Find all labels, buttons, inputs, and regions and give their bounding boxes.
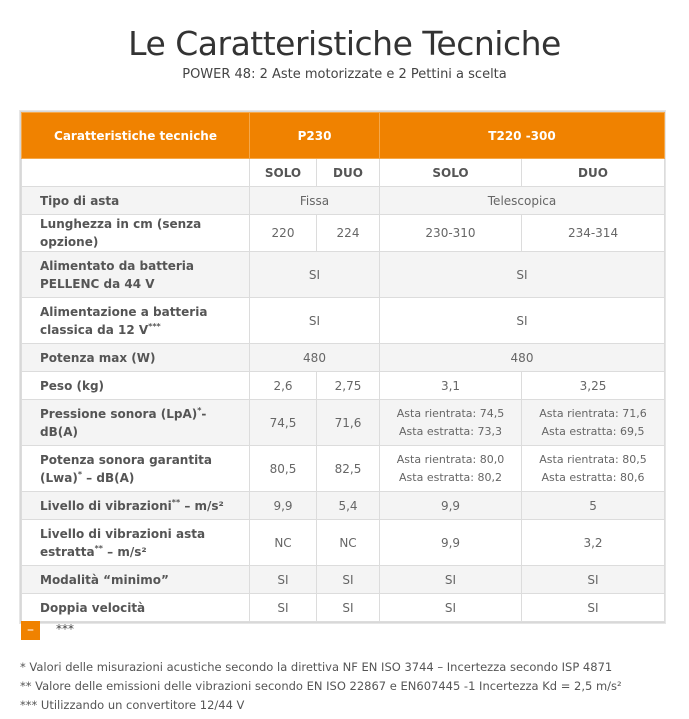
collapse-toggle-label[interactable]: *** xyxy=(56,622,74,636)
minus-icon: – xyxy=(27,622,34,638)
cell: Asta rientrata: 71,6 Asta estratta: 69,5 xyxy=(522,400,665,446)
table-row xyxy=(22,400,665,446)
footnotes xyxy=(20,658,622,715)
table-row xyxy=(22,566,665,594)
table-row xyxy=(22,344,665,372)
cell: 3,25 xyxy=(522,372,665,400)
row-label: Alimentato da batteria PELLENC da 44 V xyxy=(22,252,250,298)
cell: Telescopica xyxy=(380,187,665,215)
cell: SI xyxy=(380,566,522,594)
cell: 480 xyxy=(380,344,665,372)
cell: NC xyxy=(317,520,380,566)
cell: SI xyxy=(380,298,665,344)
cell: 74,5 xyxy=(250,400,317,446)
table-row xyxy=(22,492,665,520)
cell: Asta rientrata: 80,0 Asta estratta: 80,2 xyxy=(380,446,522,492)
table-row xyxy=(22,298,665,344)
cell: 9,9 xyxy=(380,492,522,520)
cell: 2,6 xyxy=(250,372,317,400)
footnote: * Valori delle misurazioni acustiche secondo la direttiva NF EN ISO 3744 – Incertezza secondo ISP 4871 xyxy=(20,660,613,674)
cell: 9,9 xyxy=(380,520,522,566)
cell: 3,1 xyxy=(380,372,522,400)
table-row xyxy=(22,520,665,566)
cell: Asta rientrata: 74,5 Asta estratta: 73,3 xyxy=(380,400,522,446)
specs-table xyxy=(21,112,665,622)
cell: SI xyxy=(250,298,380,344)
row-label: Tipo di asta xyxy=(22,187,250,215)
table-row xyxy=(22,594,665,622)
cell: 5,4 xyxy=(317,492,380,520)
table-header-row xyxy=(22,113,665,159)
cell: 480 xyxy=(250,344,380,372)
row-label: Peso (kg) xyxy=(22,372,250,400)
cell: SI xyxy=(380,252,665,298)
cell: 230-310 xyxy=(380,215,522,252)
cell: SI xyxy=(250,252,380,298)
cell: 2,75 xyxy=(317,372,380,400)
header-feature: Caratteristiche tecniche xyxy=(22,113,250,159)
cell: 234-314 xyxy=(522,215,665,252)
cell: SI xyxy=(317,566,380,594)
cell: SI xyxy=(250,566,317,594)
table-row xyxy=(22,215,665,252)
cell: 3,2 xyxy=(522,520,665,566)
subheader-solo: SOLO xyxy=(250,159,317,187)
row-label: Potenza max (W) xyxy=(22,344,250,372)
row-label: Lunghezza in cm (senza opzione) xyxy=(22,215,250,252)
subheader-duo: DUO xyxy=(522,159,665,187)
footnote: ** Valore delle emissioni delle vibrazioni secondo EN ISO 22867 e EN607445 -1 Incertezza Kd = 2,5 m/s² xyxy=(20,679,622,693)
cell: SI xyxy=(522,566,665,594)
row-label: Alimentazione a batteria classica da 12 V*** xyxy=(22,298,250,344)
cell: 224 xyxy=(317,215,380,252)
row-label: Livello di vibrazioni asta estratta** – m/s² xyxy=(22,520,250,566)
collapse-toggle-button[interactable] xyxy=(21,621,40,640)
cell: 9,9 xyxy=(250,492,317,520)
footnote: *** Utilizzando un convertitore 12/44 V xyxy=(20,698,245,712)
table-row xyxy=(22,446,665,492)
table-row xyxy=(22,187,665,215)
cell: SI xyxy=(317,594,380,622)
row-label: Pressione sonora (LpA)*-dB(A) xyxy=(22,400,250,446)
row-label: Doppia velocità xyxy=(22,594,250,622)
cell: SI xyxy=(380,594,522,622)
specs-table-container xyxy=(20,111,665,623)
page-title: Le Caratteristiche Tecniche xyxy=(128,24,561,63)
table-row xyxy=(22,372,665,400)
row-label: Livello di vibrazioni** – m/s² xyxy=(22,492,250,520)
header-model-t220: T220 -300 xyxy=(380,113,665,159)
row-label: Potenza sonora garantita (Lwa)* – dB(A) xyxy=(22,446,250,492)
cell: 220 xyxy=(250,215,317,252)
cell: 80,5 xyxy=(250,446,317,492)
cell: 82,5 xyxy=(317,446,380,492)
cell: SI xyxy=(522,594,665,622)
cell: NC xyxy=(250,520,317,566)
cell: 5 xyxy=(522,492,665,520)
table-row xyxy=(22,252,665,298)
row-label: Modalità “minimo” xyxy=(22,566,250,594)
cell: Asta rientrata: 80,5 Asta estratta: 80,6 xyxy=(522,446,665,492)
subheader-solo: SOLO xyxy=(380,159,522,187)
cell: SI xyxy=(250,594,317,622)
page-subtitle: POWER 48: 2 Aste motorizzate e 2 Pettini a scelta xyxy=(182,67,507,82)
cell: Fissa xyxy=(250,187,380,215)
cell: 71,6 xyxy=(317,400,380,446)
subheader-duo: DUO xyxy=(317,159,380,187)
table-subheader-row xyxy=(22,159,665,187)
header-model-p230: P230 xyxy=(250,113,380,159)
